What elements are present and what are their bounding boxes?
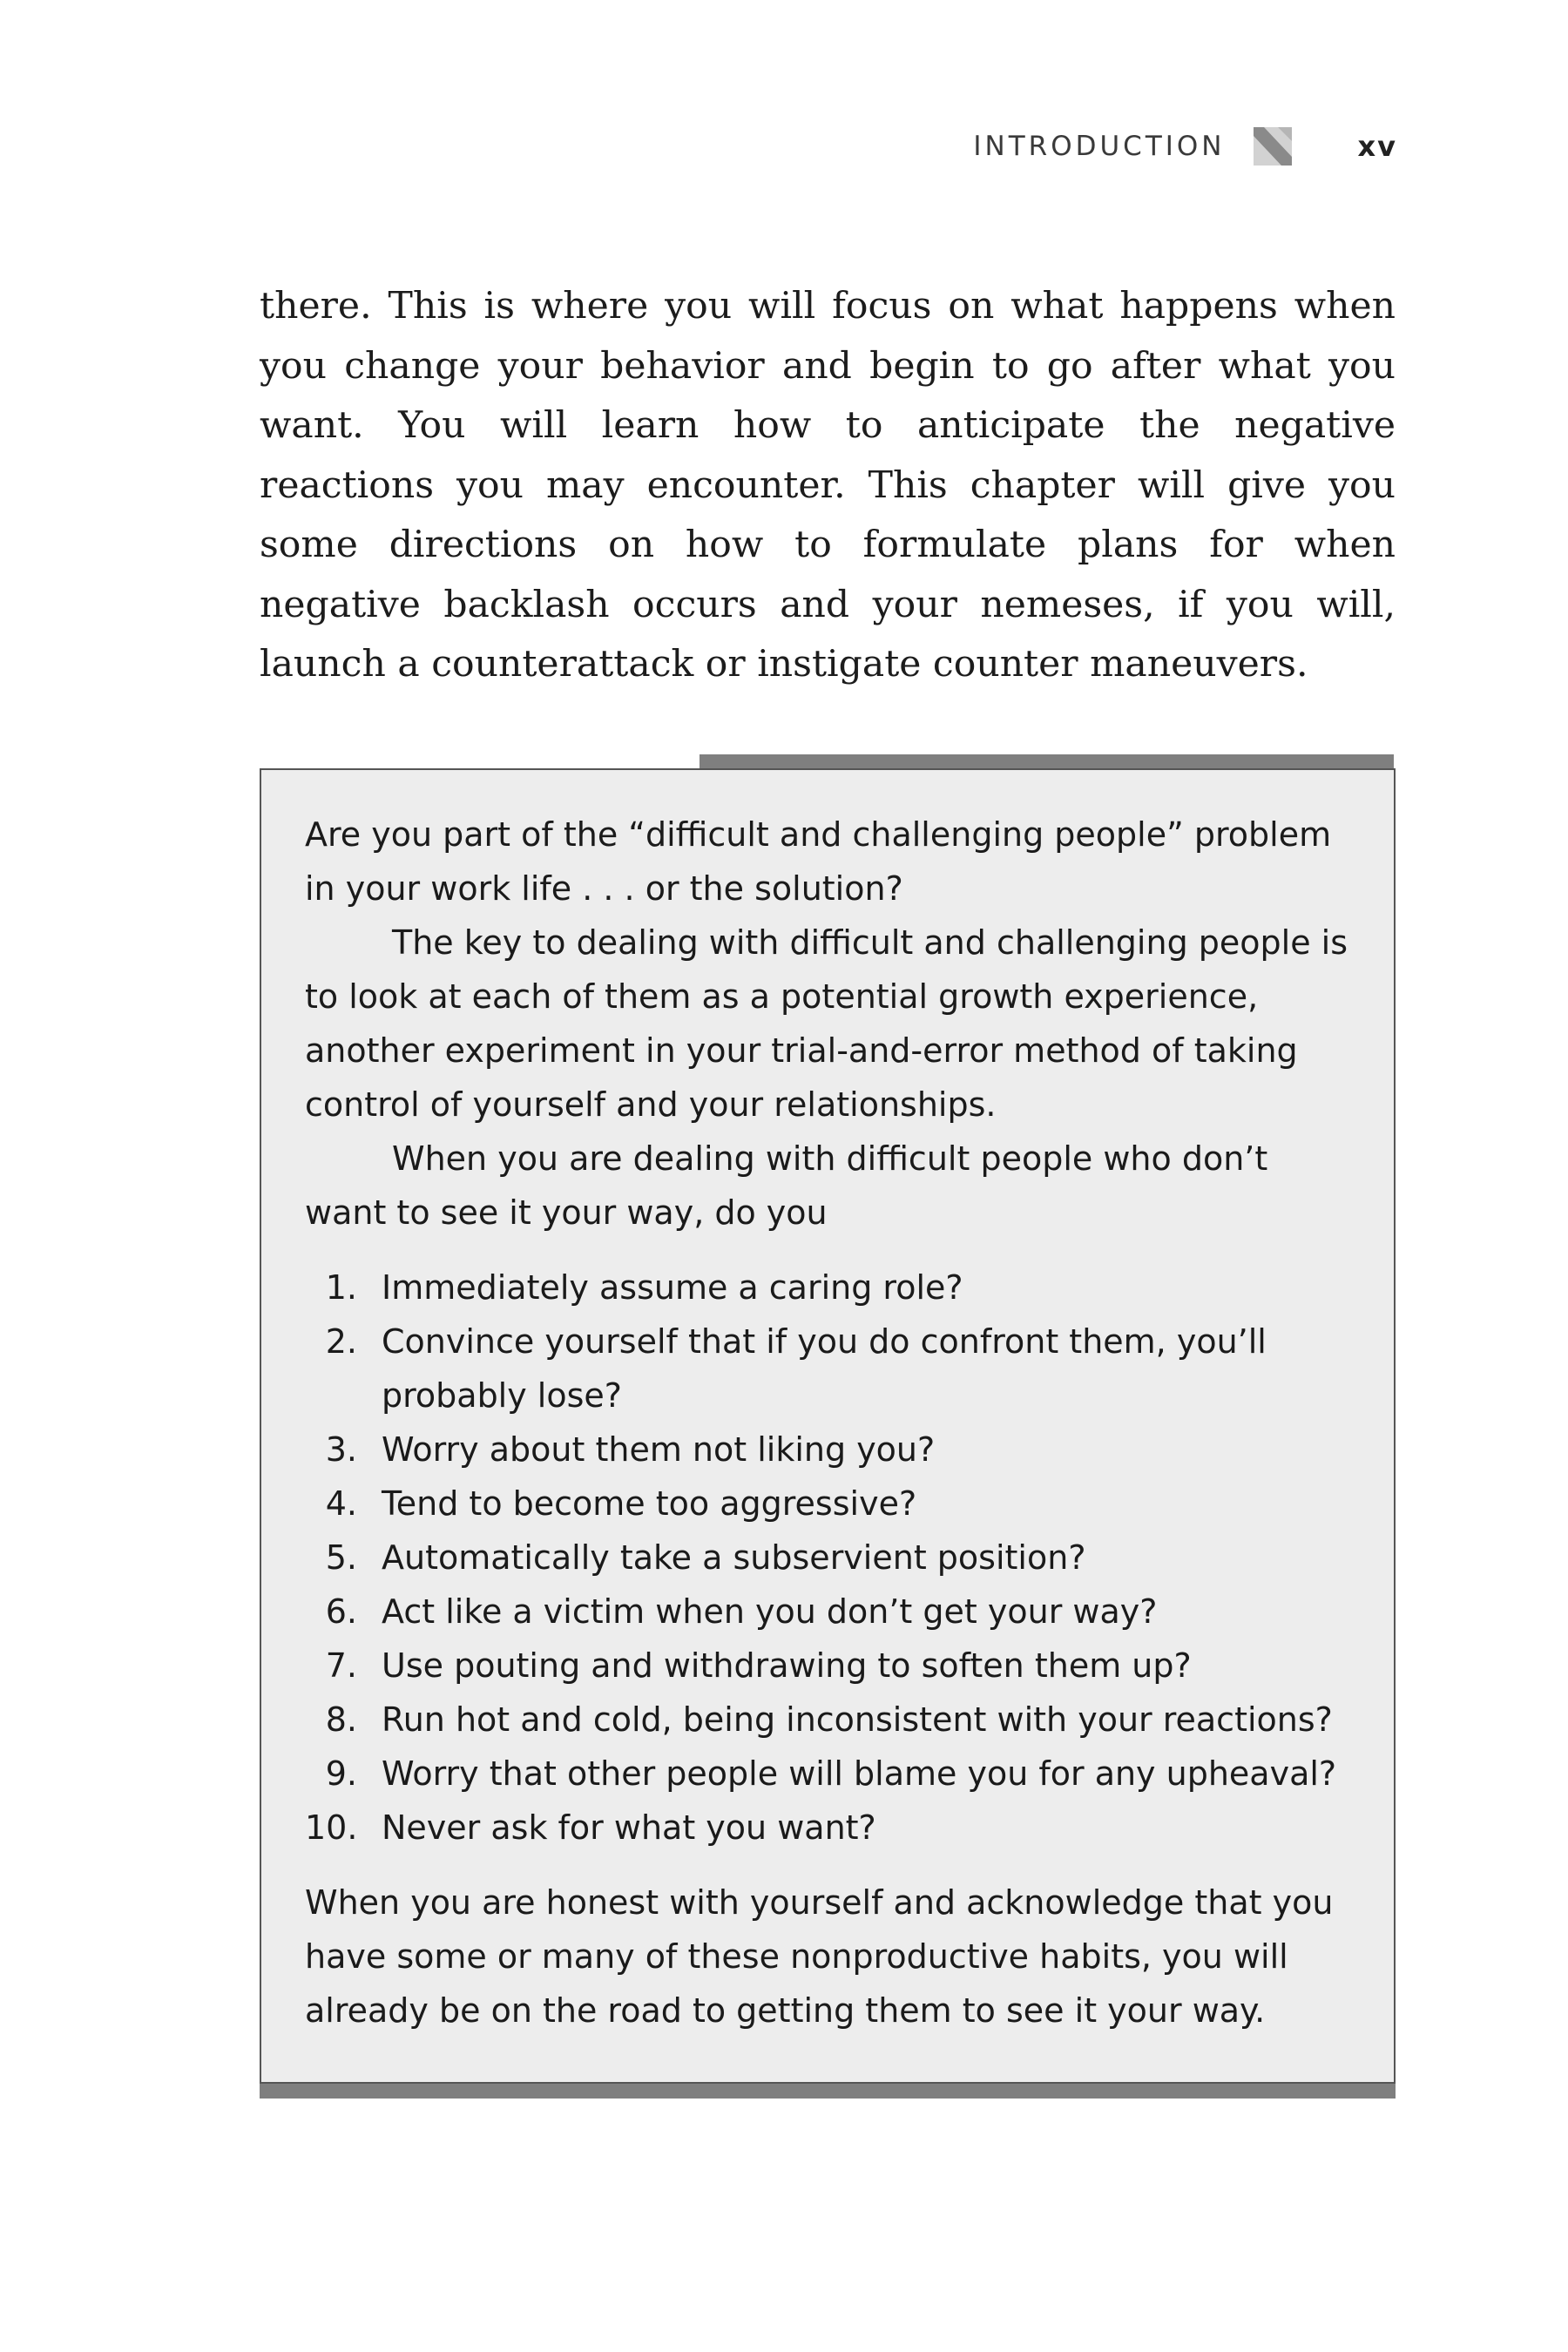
page-number: xv — [1357, 130, 1397, 163]
list-text: Worry about them not liking you? — [382, 1430, 936, 1469]
sidebar-paragraph: When you are dealing with difficult people who don’t want to see it your way, do you — [305, 1139, 1268, 1232]
list-text: Worry that other people will blame you for any upheaval? — [382, 1754, 1337, 1793]
running-head — [973, 125, 1397, 168]
list-item — [305, 1477, 1352, 1531]
list-text: Use pouting and withdrawing to soften them up? — [382, 1646, 1192, 1685]
list-number: 10. — [305, 1808, 358, 1847]
sidebar-paragraph: The key to dealing with difficult and challenging people is to look at each of them as a potential growth experience, another experiment in your trial-and-error method of taking control of yourself and your relationships. — [305, 923, 1348, 1124]
sidebar-conclusion: When you are honest with yourself and acknowledge that you have some or many of these nonproductive habits, you will already be on the road to getting them to see it your way. — [305, 1883, 1334, 2030]
list-item — [305, 1315, 1352, 1423]
list-item — [305, 1585, 1352, 1639]
list-text: Convince yourself that if you do confront them, you’ll probably lose? — [382, 1322, 1267, 1415]
sidebar-box — [260, 768, 1396, 2084]
list-item — [305, 1423, 1352, 1477]
list-number: 8. — [325, 1700, 357, 1739]
question-list — [305, 1260, 1352, 1855]
section-mark-icon — [1254, 127, 1292, 166]
list-text: Act like a victim when you don’t get your way? — [382, 1592, 1158, 1631]
list-item — [305, 1693, 1352, 1747]
list-number: 6. — [325, 1592, 357, 1631]
list-item — [305, 1801, 1352, 1855]
running-head-section: INTRODUCTION — [973, 131, 1226, 162]
list-number: 2. — [325, 1322, 357, 1361]
list-number: 5. — [325, 1538, 357, 1577]
list-number: 4. — [325, 1484, 357, 1523]
list-text: Never ask for what you want? — [382, 1808, 876, 1847]
list-item — [305, 1260, 1352, 1315]
list-text: Immediately assume a caring role? — [382, 1268, 963, 1307]
list-item — [305, 1639, 1352, 1693]
list-item — [305, 1747, 1352, 1801]
list-number: 3. — [325, 1430, 357, 1469]
list-text: Tend to become too aggressive? — [382, 1484, 917, 1523]
list-text: Run hot and cold, being inconsistent with your reactions? — [382, 1700, 1333, 1739]
sidebar-question: Are you part of the “difficult and challenging people” problem in your work life . . . or the solution? — [305, 815, 1332, 908]
list-item — [305, 1531, 1352, 1585]
sidebar-bottom-rule — [260, 2084, 1396, 2099]
body-paragraph: there. This is where you will focus on what happens when you change your behavior and begin to go after what you want. You will learn how to anticipate the negative reactions you may encounter. This chapter will give you some directions on how to formulate plans for when negative backlash occurs and your nemeses, if you will, launch a counterattack or instigate counter maneuvers. — [260, 285, 1396, 686]
list-number: 9. — [325, 1754, 357, 1793]
list-number: 1. — [325, 1268, 357, 1307]
list-text: Automatically take a subservient position? — [382, 1538, 1086, 1577]
list-number: 7. — [325, 1646, 357, 1685]
sidebar-top-rule — [700, 754, 1394, 768]
